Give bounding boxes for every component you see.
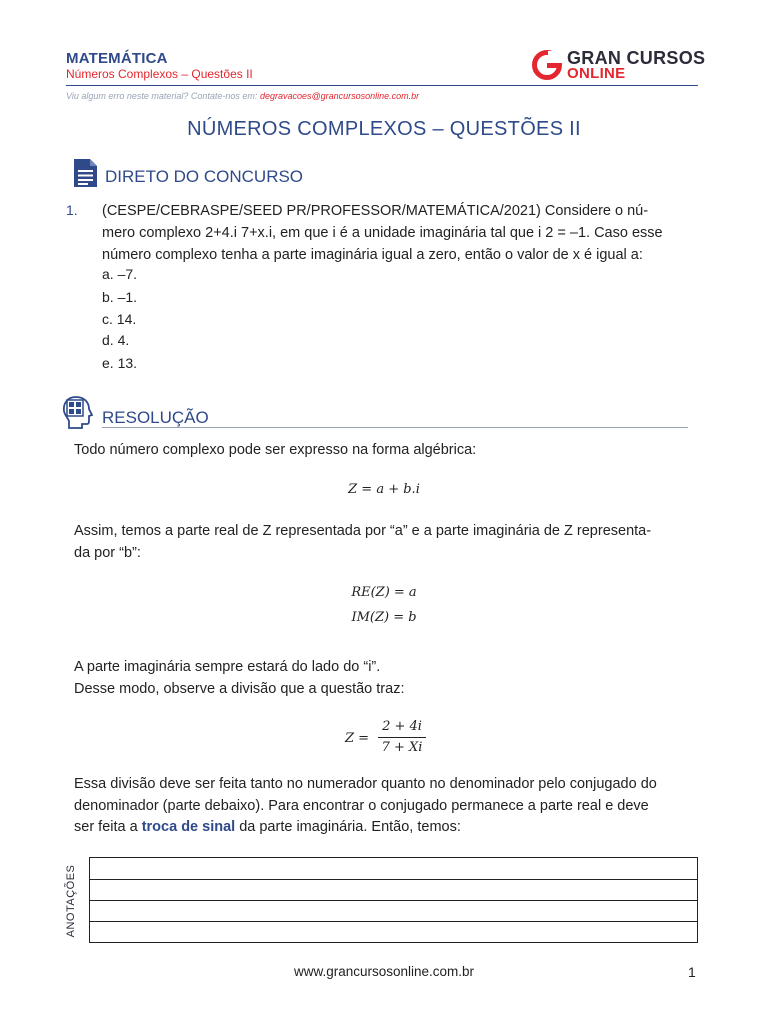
option-c: c. 14. [102,311,137,327]
paragraph-4-text-b: da parte imaginária. Então, temos: [235,819,461,835]
formula-imaginary-part: IM(Z) = b [351,610,417,625]
fraction-bar [378,737,426,738]
annotations-label [56,866,86,936]
page-number: 1 [688,964,696,980]
annotation-line [90,900,697,901]
contact-prefix: Viu algum erro neste material? Contate-nos em: [66,91,258,101]
annotations-box[interactable] [89,857,698,943]
logo-g-icon [531,49,563,81]
division-denominator: 7 + Xi [381,740,423,755]
option-a: a. –7. [102,266,138,282]
resolution-paragraph-4 [74,774,698,839]
subtopic-title: Números Complexos – Questões II [66,67,253,81]
footer-url-link[interactable]: www.grancursosonline.com.br [293,964,475,979]
annotation-line [90,921,697,922]
option-d: d. 4. [102,332,130,348]
subject-title: MATEMÁTICA [66,50,168,67]
formula-real-part: RE(Z) = a [351,585,417,600]
resolution-paragraph-1: Todo número complexo pode ser expresso na forma algébrica: [74,442,477,458]
division-numerator: 2 + 4i [382,719,422,734]
paragraph-4-line-2: denominador (parte debaixo). Para encontrar o conjugado permanece a parte real e deve [74,797,649,814]
paragraph-4-line-1: Essa divisão deve ser feita tanto no numerador quanto no denominador pelo conjugado do [74,776,657,792]
resolution-paragraph-3 [74,657,698,700]
annotation-line [90,879,697,880]
resolution-paragraph-2 [74,521,698,564]
header-divider [66,85,698,86]
division-lhs: Z = [345,731,370,746]
document-icon [72,158,98,188]
paragraph-2-line-2: da por “b”: [74,544,141,561]
question-line-1: (CESPE/CEBRASPE/SEED PR/PROFESSOR/MATEMÁTICA/2021) Considere o nú- [102,203,649,219]
paragraph-2-line-1: Assim, temos a parte real de Z representada por “a” e a parte imaginária de Z representa- [74,523,652,539]
question-line-3: número complexo tenha a parte imaginária igual a zero, então o valor de x é igual a: [102,247,643,263]
logo-text-gran-cursos: GRAN CURSOS [567,48,706,68]
question-number: 1. [66,202,78,218]
contact-email-link[interactable]: degravacoes@grancursosonline.com.br [259,91,420,101]
paragraph-3-line-1: A parte imaginária sempre estará do lado do “i”. [74,659,381,675]
option-e: e. 13. [102,355,138,371]
question-text [102,200,698,266]
formula-algebraic-form: Z = a + b.i [348,482,420,497]
question-line-2: mero complexo 2+4.i 7+x.i, em que i é a unidade imaginária tal que i 2 = –1. Caso esse [102,225,663,241]
highlight-troca-de-sinal: troca de sinal [141,819,236,835]
resolucao-divider [102,427,688,428]
annotations-label-text: ANOTAÇÕES [65,864,77,938]
gran-cursos-logo [531,46,706,84]
option-b: b. –1. [102,289,138,305]
paragraph-3-line-2: Desse modo, observe a divisão que a questão traz: [74,680,405,697]
document-title: NÚMEROS COMPLEXOS – QUESTÕES II [187,118,581,140]
contact-line [66,91,419,101]
logo-text-online: ONLINE [567,65,626,82]
section-direto-title: DIRETO DO CONCURSO [105,167,304,186]
paragraph-4-line-3 [74,817,698,839]
paragraph-4-text-a: ser feita a [74,819,142,835]
section-resolucao-title: RESOLUÇÃO [102,408,209,427]
calculator-head-icon [62,394,96,430]
